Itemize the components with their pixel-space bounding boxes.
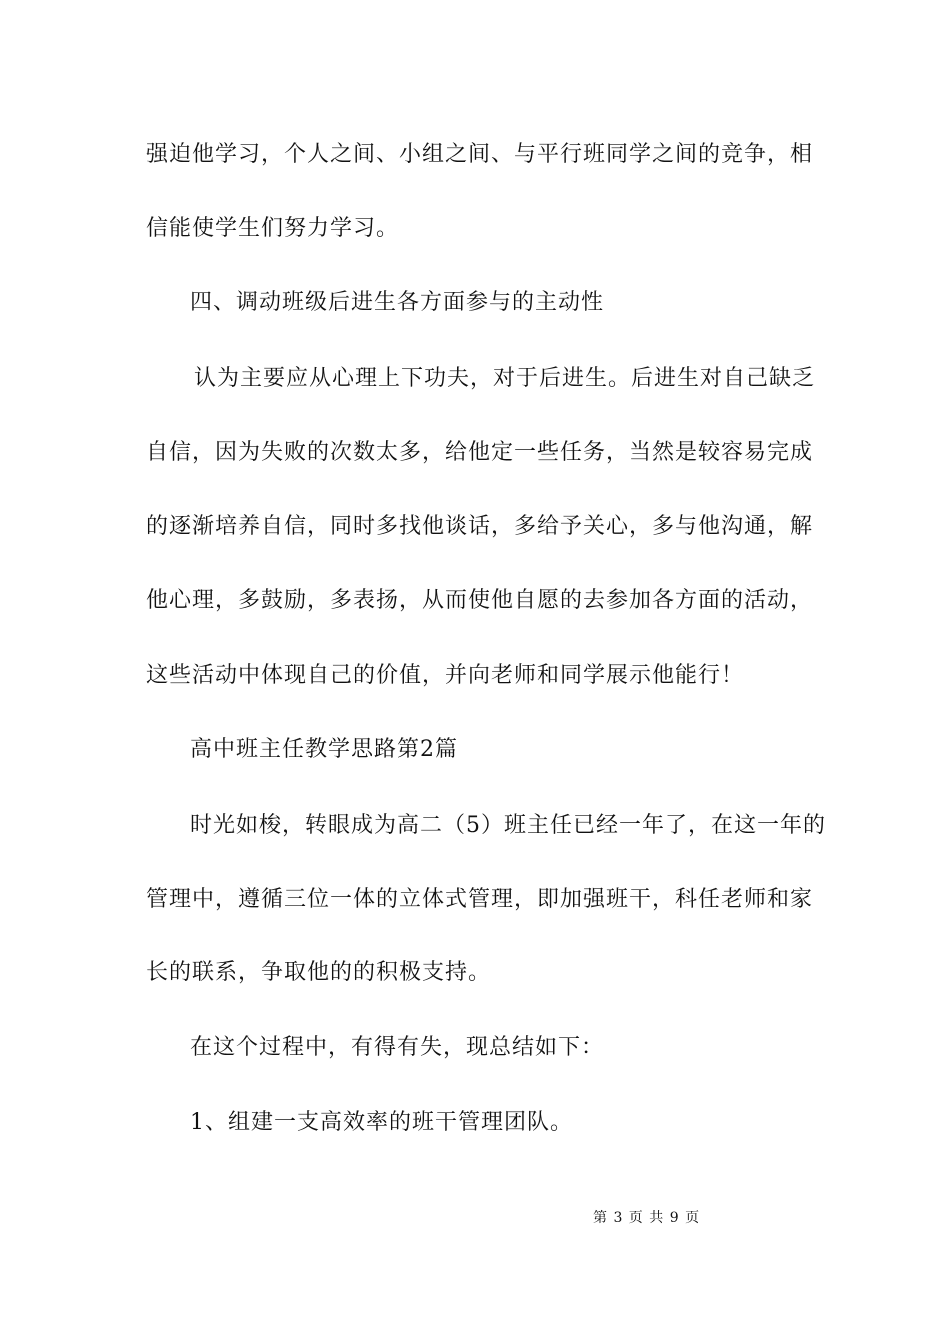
paragraph-line: 信能使学生们努力学习。 (146, 216, 400, 241)
paragraph-line: 长的联系，争取他的的积极支持。 (146, 960, 492, 985)
paragraph-line: 强迫他学习，个人之间、小组之间、与平行班同学之间的竞争，相 (146, 142, 814, 167)
paragraph-line: 管理中，遵循三位一体的立体式管理，即加强班干，科任老师和家 (146, 887, 814, 912)
list-item: 1、组建一支高效率的班干管理团队。 (190, 1110, 573, 1135)
section-heading: 四、调动班级后进生各方面参与的主动性 (190, 290, 605, 315)
article-title: 高中班主任教学思路第2篇 (190, 737, 458, 762)
paragraph-line: 在这个过程中，有得有失，现总结如下： (190, 1035, 605, 1060)
paragraph-line: 这些活动中体现自己的价值，并向老师和同学展示他能行！ (146, 663, 745, 688)
paragraph-line: 的逐渐培养自信，同时多找他谈话，多给予关心，多与他沟通，解 (146, 514, 814, 539)
paragraph-line: 他心理，多鼓励，多表扬，从而使他自愿的去参加各方面的活动， (146, 588, 814, 613)
paragraph-line: 认为主要应从心理上下功夫，对于后进生。后进生对自己缺乏 (194, 366, 816, 391)
page-number-footer: 第 3 页 共 9 页 (593, 1210, 701, 1226)
paragraph-line: 时光如梭，转眼成为高二（5）班主任已经一年了，在这一年的 (190, 813, 826, 838)
paragraph-line: 自信，因为失败的次数太多，给他定一些任务，当然是较容易完成 (146, 440, 814, 465)
